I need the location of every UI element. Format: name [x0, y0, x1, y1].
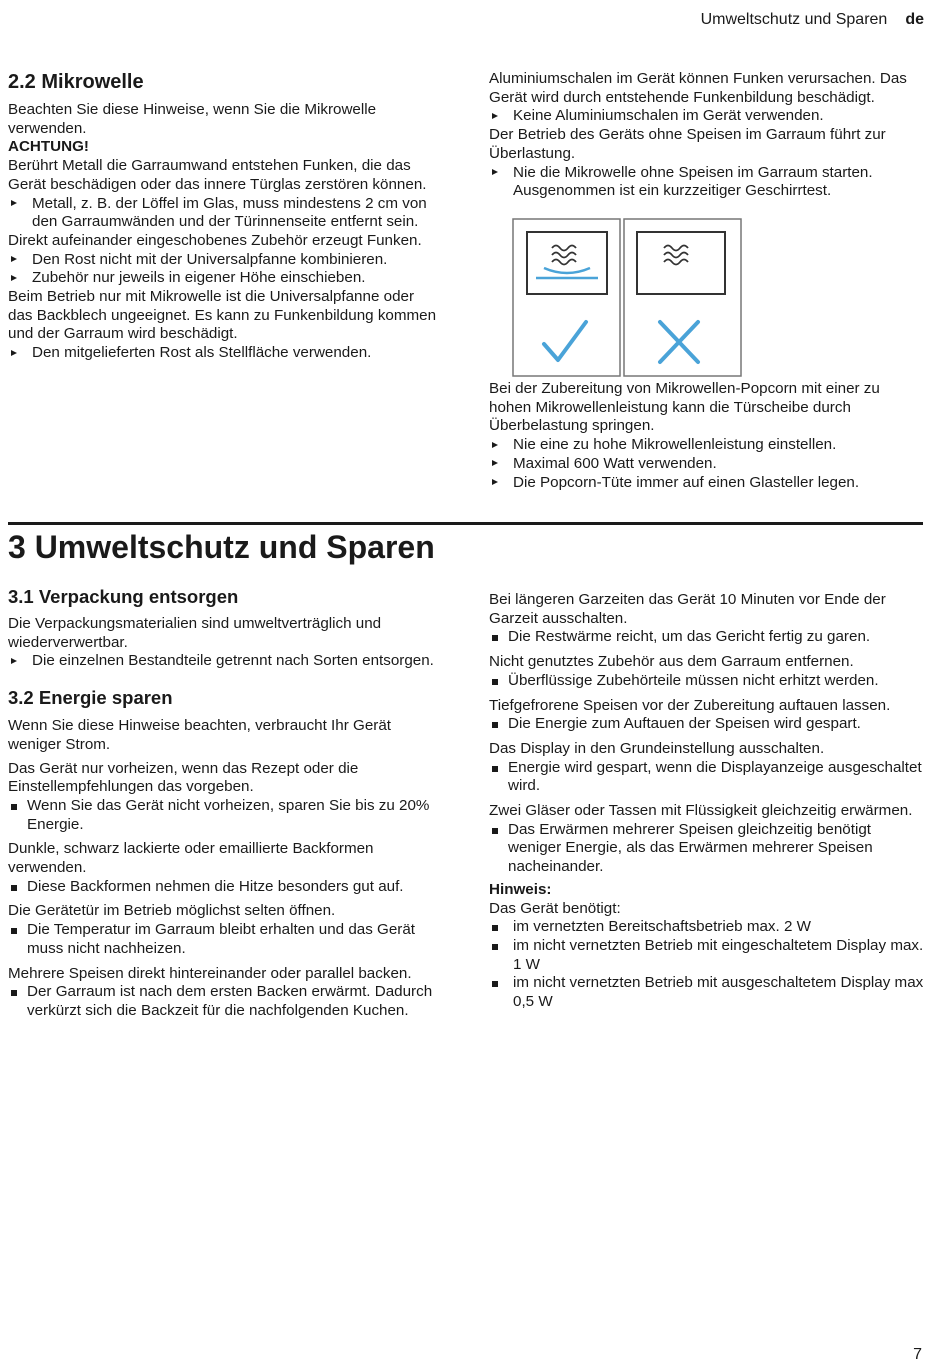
chapter3-left-column: [8, 586, 442, 1021]
paragraph: Direkt aufeinander eingeschobenes Zubehör erzeugt Funken.: [8, 231, 422, 249]
paragraph: Tiefgefrorene Speisen vor der Zubereitung auftauen lassen.: [489, 696, 891, 714]
paragraph: Nicht genutztes Zubehör aus dem Garraum entfernen.: [489, 653, 854, 671]
square-bullet-item: Die Temperatur im Garraum bleibt erhalten und das Gerät muss nicht nachheizen.: [8, 921, 442, 958]
bullet-item: Nie eine zu hohe Mikrowellenleistung einstellen.: [489, 436, 924, 455]
bullet-item: Zubehör nur jeweils in eigener Höhe einschieben.: [8, 269, 442, 288]
square-bullet-item: Die Energie zum Auftauen der Speisen wird gespart.: [489, 715, 924, 734]
note-label: Hinweis:: [489, 880, 552, 898]
warning-label: ACHTUNG!: [8, 138, 89, 156]
section-heading-verpackung: 3.1 Verpackung entsorgen: [8, 586, 239, 607]
paragraph: Beachten Sie diese Hinweise, wenn Sie die Mikrowelle verwenden.: [8, 101, 377, 137]
paragraph: Die Gerätetür im Betrieb möglichst selten öffnen.: [8, 902, 336, 920]
paragraph: Das Gerät nur vorheizen, wenn das Rezept oder die Einstellempfehlungen das vorgeben.: [8, 759, 359, 796]
square-bullet-item: Der Garraum ist nach dem ersten Backen erwärmt. Dadurch verkürzt sich die Backzeit für die nachfolgenden Kuchen.: [8, 983, 442, 1020]
paragraph: Bei der Zubereitung von Mikrowellen-Popcorn mit einer zu hohen Mikrowellenleistung kann die Türscheibe durch Überbelastung springen.: [489, 380, 880, 435]
paragraph: Mehrere Speisen direkt hintereinander oder parallel backen.: [8, 964, 412, 982]
paragraph: Aluminiumschalen im Gerät können Funken verursachen. Das Gerät wird durch entstehende Funkenbildung beschädigt.: [489, 70, 907, 106]
running-header: [701, 11, 924, 29]
microwave-empty-operation-illustration: [512, 218, 742, 383]
bullet-item: Maximal 600 Watt verwenden.: [489, 455, 924, 474]
square-bullet-item: Diese Backformen nehmen die Hitze besonders gut auf.: [8, 878, 442, 897]
paragraph: Zwei Gläser oder Tassen mit Flüssigkeit gleichzeitig erwärmen.: [489, 802, 913, 820]
microwave-left-column: [8, 70, 442, 363]
paragraph: Das Gerät benötigt:: [489, 899, 621, 917]
header-section-title: Umweltschutz und Sparen: [700, 11, 888, 28]
square-bullet-item: Energie wird gespart, wenn die Displayanzeige ausgeschaltet wird.: [489, 759, 924, 796]
chapter-divider: [8, 522, 923, 525]
paragraph: Beim Betrieb nur mit Mikrowelle ist die Universalpfanne oder das Backblech ungeeignet. Es kann zu Funkenbildung kommen und der Garraum wird beschädigt.: [8, 288, 437, 343]
paragraph: Dunkle, schwarz lackierte oder emaillierte Backformen verwenden.: [8, 840, 374, 877]
paragraph: Die Verpackungsmaterialien sind umweltverträglich und wiederverwertbar.: [8, 615, 382, 651]
bullet-item: Die Popcorn-Tüte immer auf einen Glasteller legen.: [489, 474, 924, 493]
header-language: de: [905, 11, 924, 28]
bullet-item: Den mitgelieferten Rost als Stellfläche verwenden.: [8, 344, 442, 363]
square-bullet-item: Die Restwärme reicht, um das Gericht fertig zu garen.: [489, 628, 924, 647]
paragraph: Wenn Sie diese Hinweise beachten, verbraucht Ihr Gerät weniger Strom.: [8, 717, 391, 753]
square-bullet-item: Überflüssige Zubehörteile müssen nicht erhitzt werden.: [489, 672, 924, 691]
illustration-svg: [512, 218, 742, 378]
bullet-item: Die einzelnen Bestandteile getrennt nach Sorten entsorgen.: [8, 652, 442, 671]
square-bullet-item: Wenn Sie das Gerät nicht vorheizen, sparen Sie bis zu 20% Energie.: [8, 797, 442, 834]
popcorn-notes: [489, 380, 924, 492]
page-number: 7: [913, 1346, 922, 1363]
square-bullet-item: im nicht vernetzten Betrieb mit ausgeschaltetem Display max 0,5 W: [489, 974, 924, 1011]
microwave-right-column: [489, 70, 924, 201]
bullet-item: Den Rost nicht mit der Universalpfanne kombinieren.: [8, 251, 442, 270]
section-heading-mikrowelle: 2.2 Mikrowelle: [8, 71, 144, 93]
bullet-item: Nie die Mikrowelle ohne Speisen im Garraum starten. Ausgenommen ist ein kurzzeitiger Geschirrtest.: [489, 164, 924, 201]
square-bullet-item: im nicht vernetzten Betrieb mit eingeschaltetem Display max. 1 W: [489, 937, 924, 974]
paragraph: Der Betrieb des Geräts ohne Speisen im Garraum führt zur Überlastung.: [489, 126, 886, 162]
paragraph: Berührt Metall die Garraumwand entstehen Funken, die das Gerät beschädigen oder das innere Türglas zerstören können.: [8, 157, 427, 193]
paragraph: Bei längeren Garzeiten das Gerät 10 Minuten vor Ende der Garzeit ausschalten.: [489, 591, 886, 627]
chapter-heading: 3 Umweltschutz und Sparen: [8, 529, 435, 565]
bullet-item: Metall, z. B. der Löffel im Glas, muss mindestens 2 cm von den Garraumwänden und der Türinnenseite entfernt sein.: [8, 195, 442, 232]
square-bullet-item: Das Erwärmen mehrerer Speisen gleichzeitig benötigt weniger Energie, als das Erwärmen mehrerer Speisen nacheinander.: [489, 821, 924, 877]
section-heading-energie: 3.2 Energie sparen: [8, 687, 173, 709]
bullet-item: Keine Aluminiumschalen im Gerät verwenden.: [489, 107, 924, 126]
chapter3-right-column: [489, 591, 924, 1012]
square-bullet-item: im vernetzten Bereitschaftsbetrieb max. 2 W: [489, 918, 924, 937]
paragraph: Das Display in den Grundeinstellung ausschalten.: [489, 739, 825, 757]
empty-oven-icon: [637, 232, 725, 294]
